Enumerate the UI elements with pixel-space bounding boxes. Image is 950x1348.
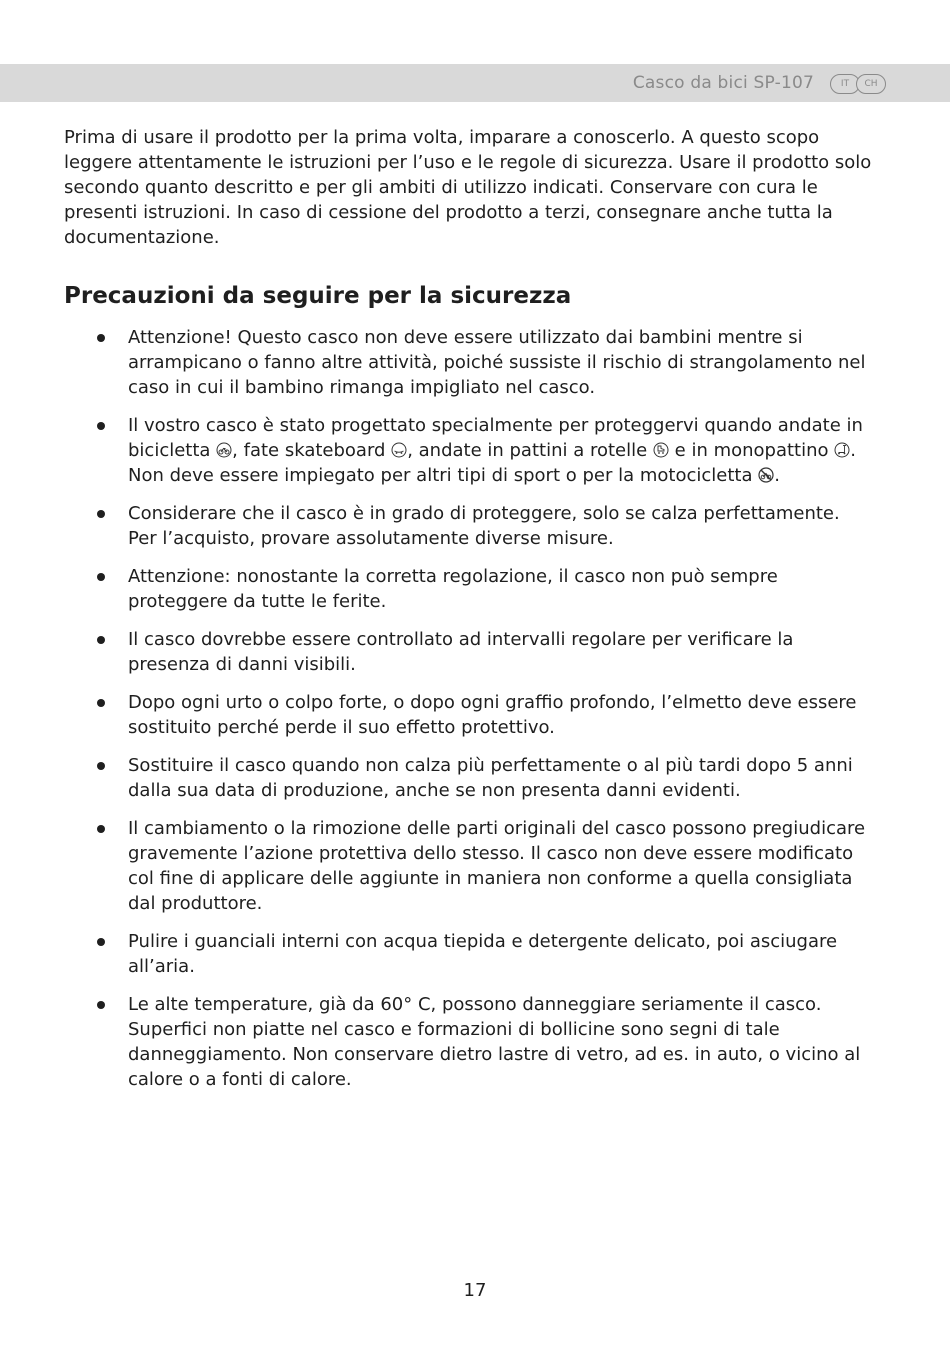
- list-item: Sostituire il casco quando non calza più perfettamente o al più tardi dopo 5 anni dalla sua data di produzione, anche se non presenta danni evidenti.: [64, 753, 874, 803]
- list-item-text: . Non deve essere impiegato per altri tipi di sport o per la motocicletta: [128, 440, 856, 486]
- roller-skate-icon: [653, 442, 669, 458]
- skateboard-icon: [391, 442, 407, 458]
- list-item-text: , andate in pattini a rotelle: [407, 440, 653, 461]
- no-motorcycle-icon: [758, 467, 774, 483]
- list-item: Pulire i guanciali interni con acqua tiepida e detergente delicato, poi asciugare all’aria.: [64, 929, 874, 979]
- page-number: 17: [463, 1280, 487, 1301]
- bicycle-icon: [216, 442, 232, 458]
- list-item: [64, 413, 874, 488]
- country-badges: [830, 74, 886, 94]
- section-title: Precauzioni da seguire per la sicurezza: [64, 283, 572, 309]
- intro-paragraph: Prima di usare il prodotto per la prima volta, imparare a conoscerlo. A questo scopo leggere attentamente le istruzioni per l’uso e le regole di sicurezza. Usare il prodotto solo secondo quanto descritto e per gli ambiti di utilizzo indicati. Conservare con cura le presenti istruzioni. In caso di cessione del prodotto a terzi, consegnare anche tutta la documentazione.: [64, 127, 872, 248]
- safety-list: [64, 325, 874, 1105]
- list-item-text: Il vostro casco è stato progettato specialmente per proteggervi quando andate in bicicletta: [128, 415, 863, 461]
- scooter-icon: [834, 442, 850, 458]
- country-badge-ch: CH: [856, 74, 886, 94]
- list-item-text: .: [774, 465, 780, 486]
- list-item: Le alte temperature, già da 60° C, possono danneggiare seriamente il casco. Superfici non piatte nel casco e formazioni di bollicine sono segni di tale danneggiamento. Non conservare dietro lastre di vetro, ad es. in auto, o vicino al calore o a fonti di calore.: [64, 992, 874, 1092]
- list-item: Attenzione: nonostante la corretta regolazione, il casco non può sempre proteggere da tutte le ferite.: [64, 564, 874, 614]
- list-item-text: , fate skateboard: [232, 440, 392, 461]
- header-bar: [0, 64, 950, 102]
- list-item: Attenzione! Questo casco non deve essere utilizzato dai bambini mentre si arrampicano o fanno altre attività, poiché sussiste il rischio di strangolamento nel caso in cui il bambino rimanga impigliato nel casco.: [64, 325, 874, 400]
- country-badge-it: IT: [830, 74, 860, 94]
- header-title: Casco da bici SP-107: [632, 73, 814, 93]
- list-item: Considerare che il casco è in grado di proteggere, solo se calza perfettamente. Per l’acquisto, provare assolutamente diverse misure.: [64, 501, 874, 551]
- list-item: Il cambiamento o la rimozione delle parti originali del casco possono pregiudicare gravemente l’azione protettiva dello stesso. Il casco non deve essere modificato col fine di applicare delle aggiunte in maniera non conforme a quella consigliata dal produttore.: [64, 816, 874, 916]
- list-item-text: e in monopattino: [668, 440, 835, 461]
- list-item: Dopo ogni urto o colpo forte, o dopo ogni graffio profondo, l’elmetto deve essere sostituito perché perde il suo effetto protettivo.: [64, 690, 874, 740]
- list-item: Il casco dovrebbe essere controllato ad intervalli regolare per verificare la presenza di danni visibili.: [64, 627, 874, 677]
